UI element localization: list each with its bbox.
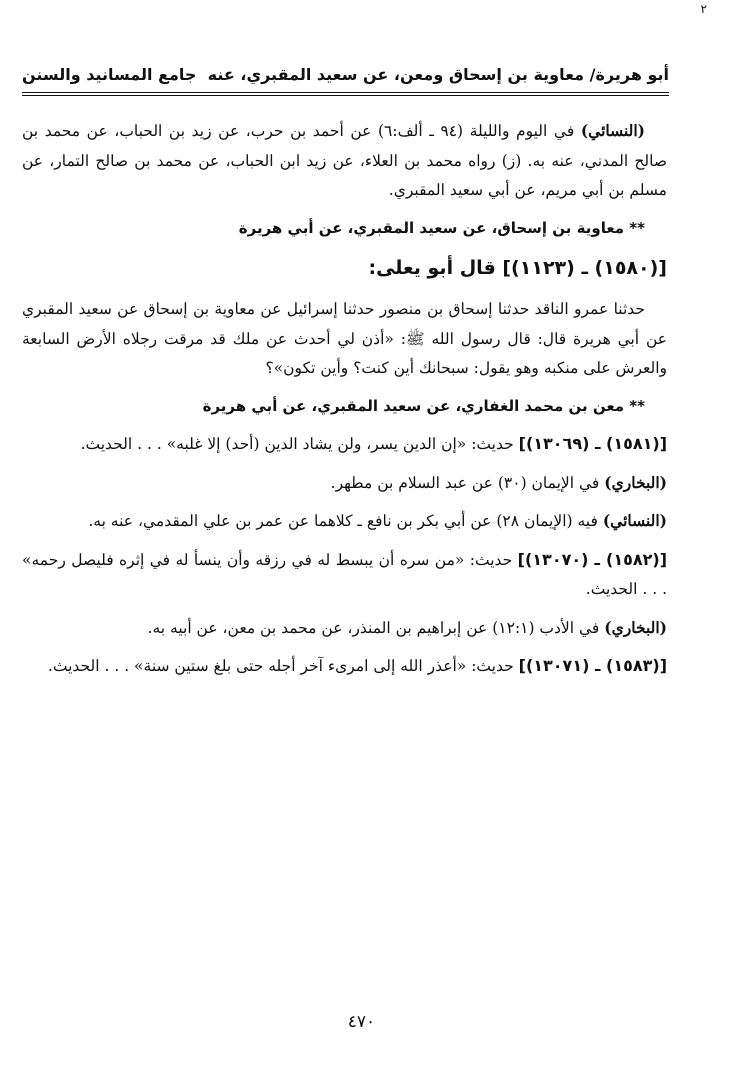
hadith-ref: [(١٥٨١) ـ (١٣٠٦٩)] bbox=[518, 434, 667, 453]
citation-text: في الأدب (١٢:١) عن إبراهيم بن المنذر، عن محمد بن معن، عن أبيه به. bbox=[147, 618, 605, 637]
citation-paragraph bbox=[22, 116, 667, 206]
hadith-ref: [(١٥٨٢) ـ (١٣٠٧٠)] bbox=[517, 549, 667, 569]
citation-text: فيه (الإيمان ٢٨) عن أبي بكر بن نافع ـ كلاهما عن عمر بن علي المقدمي، عنه به. bbox=[88, 512, 603, 530]
citation-paragraph bbox=[22, 468, 667, 499]
hadith-ref: [(١٥٨٣) ـ (١٣٠٧١)] bbox=[518, 656, 667, 675]
hadith-entry bbox=[22, 545, 667, 605]
source-name: (البخاري) bbox=[604, 472, 667, 492]
hadith-entry-text: حديث: «أعذر الله إلى امرىء آخر أجله حتى بلغ ستين سنة» . . . الحديث. bbox=[47, 657, 519, 675]
header-book-title: جامع المسانيد والسنن bbox=[22, 64, 197, 84]
source-name: (النسائي) bbox=[602, 511, 667, 530]
page-number: ٤٧٠ bbox=[347, 1012, 376, 1032]
citation-paragraph bbox=[22, 506, 667, 537]
source-name: (البخاري) bbox=[604, 617, 667, 637]
citation-paragraph bbox=[22, 613, 667, 644]
hadith-entry-text: حديث: «إن الدين يسر، ولن يشاد الدين (أحد) إلا غلبه» . . . الحديث. bbox=[80, 435, 519, 453]
running-header bbox=[22, 58, 669, 90]
page-body bbox=[22, 116, 667, 690]
hadith-text: حدثنا عمرو الناقد حدثنا إسحاق بن منصور حدثنا إسرائيل عن معاوية بن إسحاق عن سعيد المقبري عن أبي هريرة قال: قال رسول الله ﷺ: «أذن لي أحدث عن ملك قد مرقت رجلاه الأرض السابعة والعرش على منكبه وهو يقول: سبحانك أين كنت؟ وأين تكون»؟ bbox=[22, 300, 667, 377]
header-chapter-title: أبو هريرة/ معاوية بن إسحاق ومعن، عن سعيد المقبري، عنه bbox=[207, 64, 669, 84]
hadith-entry bbox=[22, 429, 667, 460]
citation-text: في اليوم والليلة (٩٤ ـ ألف:٦) عن أحمد بن حرب، عن زيد بن الحباب، عن محمد بن صالح المدني، عنه به. (ز) رواه محمد بن العلاء، عن زيد ابن الحباب، عن محمد بن صالح التمار، عن مسلم بن أبي مريم، عن أبي سعيد المقبري. bbox=[22, 122, 667, 199]
hadith-entry-text: حديث: «من سره أن يبسط له في رزقه وأن ينسأ له في إثره فليصل رحمه» . . . الحديث. bbox=[22, 550, 667, 598]
hadith-entry bbox=[22, 651, 667, 682]
corner-mark: ٢ bbox=[700, 2, 707, 16]
source-name: (النسائي) bbox=[580, 121, 645, 140]
citation-text: في الإيمان (٣٠) عن عبد السلام بن مطهر. bbox=[330, 473, 605, 492]
chain-title: ** معن بن محمد الغفاري، عن سعيد المقبري، عن أبي هريرة bbox=[202, 396, 645, 415]
header-rule bbox=[22, 92, 669, 93]
hadith-heading: [(١٥٨٠) ـ (١١٢٣)] قال أبو يعلى: bbox=[368, 257, 667, 279]
chain-title: ** معاوية بن إسحاق، عن سعيد المقبري، عن أبي هريرة bbox=[238, 218, 645, 237]
header-rule-thin bbox=[22, 95, 669, 96]
